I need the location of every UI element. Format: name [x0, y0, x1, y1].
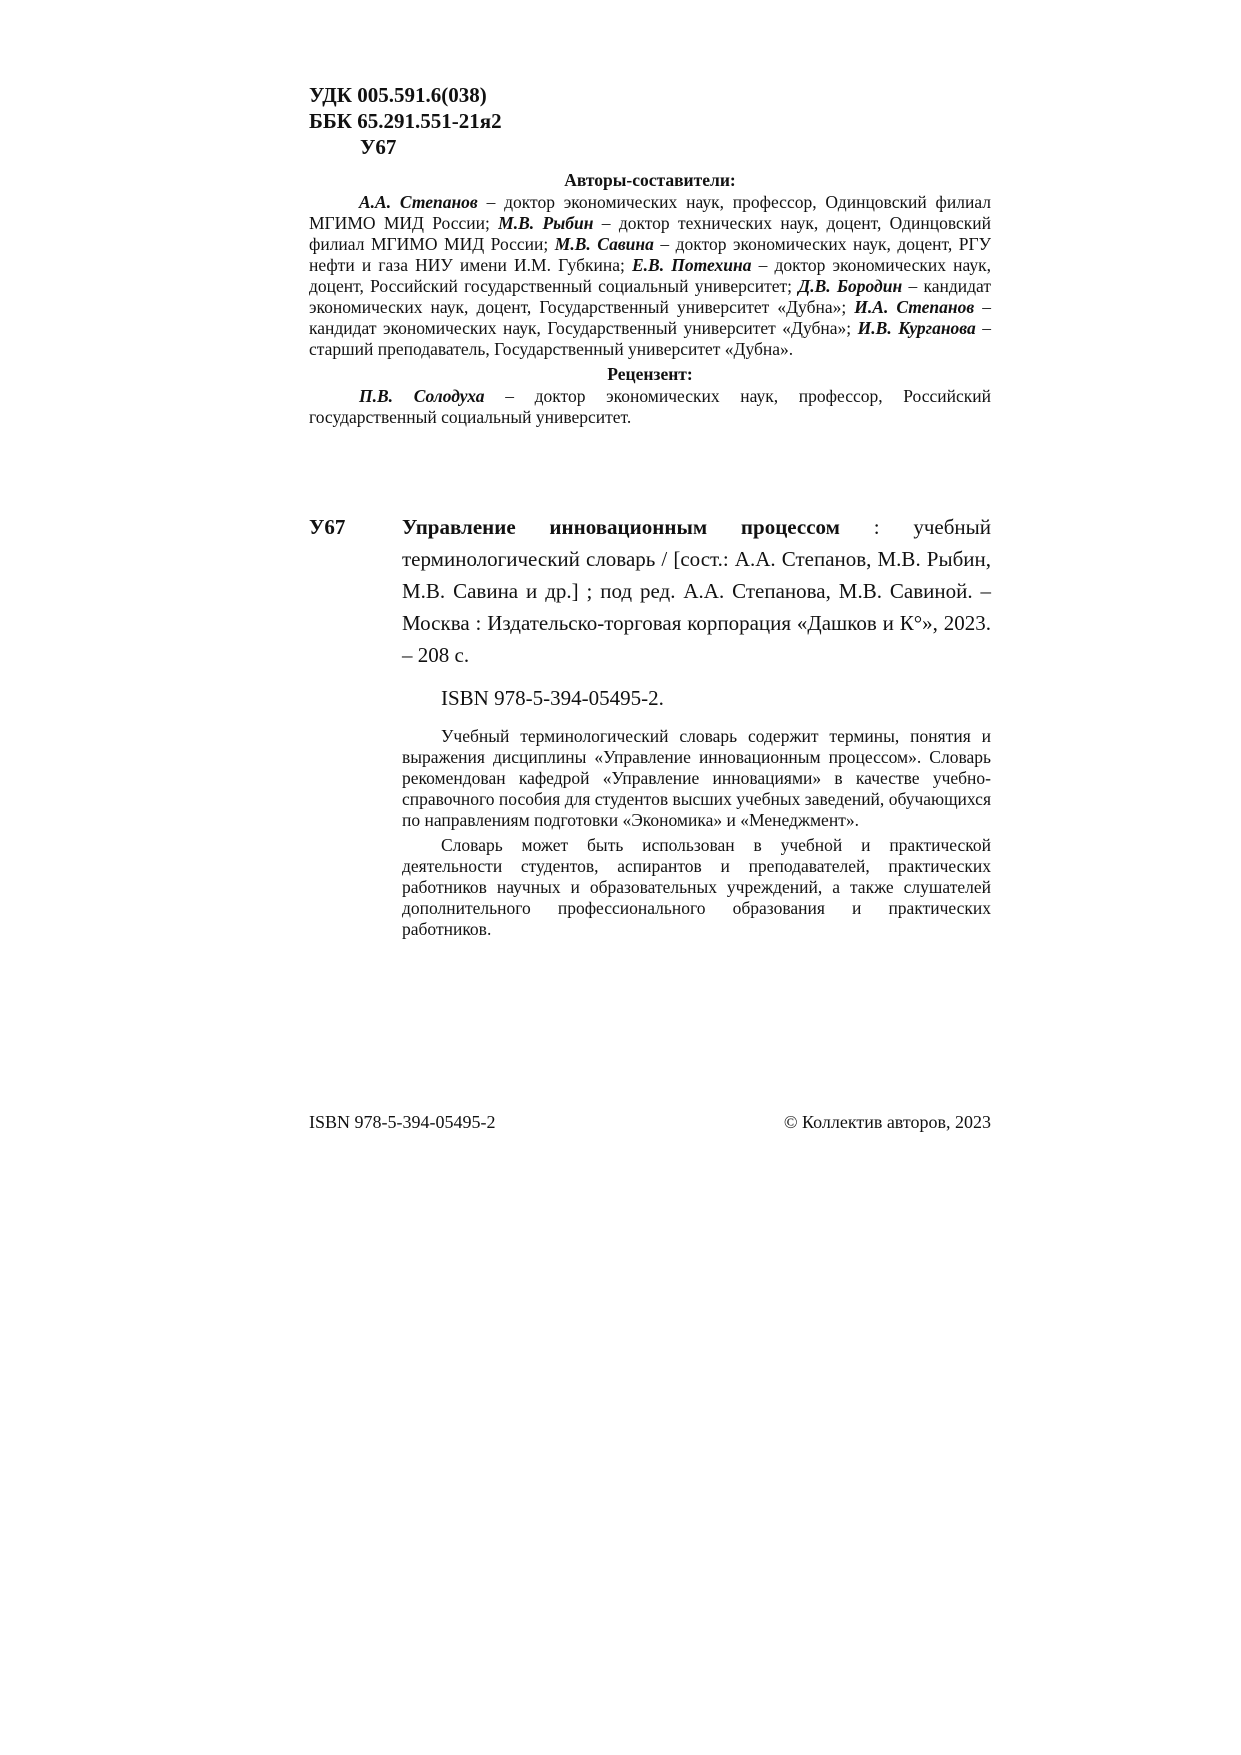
- author-name: Д.В. Бородин: [798, 276, 903, 296]
- annotation-paragraph-1: Учебный терминологический словарь содержит термины, понятия и выражения дисциплины «Управление инновационным процессом». Словарь рекомендован кафедрой «Управление инновациями» в качестве учебно-справочного пособия для студентов высших учебных заведений, обучающихся по направлениям подготовки «Экономика» и «Менеджмент».: [402, 726, 991, 830]
- reviewer-name: П.В. Солодуха: [359, 386, 485, 406]
- author-name: Е.В. Потехина: [632, 255, 752, 275]
- reviewer-heading: Рецензент:: [607, 364, 693, 384]
- author-name: И.А. Степанов: [854, 297, 975, 317]
- author-mark: У67: [360, 135, 397, 159]
- author-desc: – доктор экономических наук, доцент, Российский государственный социальный университет;: [309, 255, 991, 296]
- author-name: М.В. Савина: [554, 234, 654, 254]
- bibliographic-entry: [309, 511, 991, 944]
- reviewer-text: [309, 386, 991, 428]
- entry-isbn: ISBN 978-5-394-05495-2.: [441, 686, 664, 710]
- copyright: © Коллектив авторов, 2023: [783, 1112, 991, 1132]
- entry-label: У67: [309, 515, 346, 539]
- author-desc: – доктор технических наук, доцент, Одинцовский филиал МГИМО МИД России;: [309, 213, 991, 254]
- classification-codes: [309, 82, 502, 160]
- author-name: М.В. Рыбин: [498, 213, 594, 233]
- author-desc: – кандидат экономических наук, доцент, Государственный университет «Дубна»;: [309, 276, 991, 317]
- author-desc: – кандидат экономических наук, Государственный университет «Дубна»;: [309, 297, 991, 338]
- bbk-code: ББК 65.291.551-21я2: [309, 109, 502, 133]
- bibliographic-details: : учебный терминологический словарь / [сост.: А.А. Степанов, М.В. Рыбин, М.В. Савина и др.] ; под ред. А.А. Степанова, М.В. Савиной. – Москва : Издательско-торговая корпорация «Дашков и К°», 2023. – 208 с.: [402, 515, 991, 667]
- bibliographic-description: [402, 511, 991, 671]
- author-desc: – доктор экономических наук, профессор, Одинцовский филиал МГИМО МИД России;: [309, 192, 991, 233]
- udk-code: УДК 005.591.6(038): [309, 83, 487, 107]
- annotation: [402, 726, 991, 940]
- footer-isbn: ISBN 978-5-394-05495-2: [309, 1112, 496, 1132]
- book-title: Управление инновационным процессом: [402, 515, 840, 539]
- author-desc: – старший преподаватель, Государственный университет «Дубна».: [309, 318, 992, 359]
- credits-block: [309, 170, 991, 428]
- authors-list: [309, 192, 991, 360]
- author-name: И.В. Курганова: [857, 318, 976, 338]
- reviewer-desc: – доктор экономических наук, профессор, Российский государственный социальный университет.: [309, 386, 992, 427]
- authors-heading: Авторы-составители:: [564, 170, 736, 190]
- author-desc: – доктор экономических наук, доцент, РГУ нефти и газа НИУ имени И.М. Губкина;: [309, 234, 992, 275]
- annotation-paragraph-2: Словарь может быть использован в учебной и практической деятельности студентов, аспирантов и преподавателей, практических работников научных и образовательных учреждений, а также слушателей дополнительного профессионального образования и практических работников.: [402, 835, 991, 939]
- author-name: А.А. Степанов: [359, 192, 478, 212]
